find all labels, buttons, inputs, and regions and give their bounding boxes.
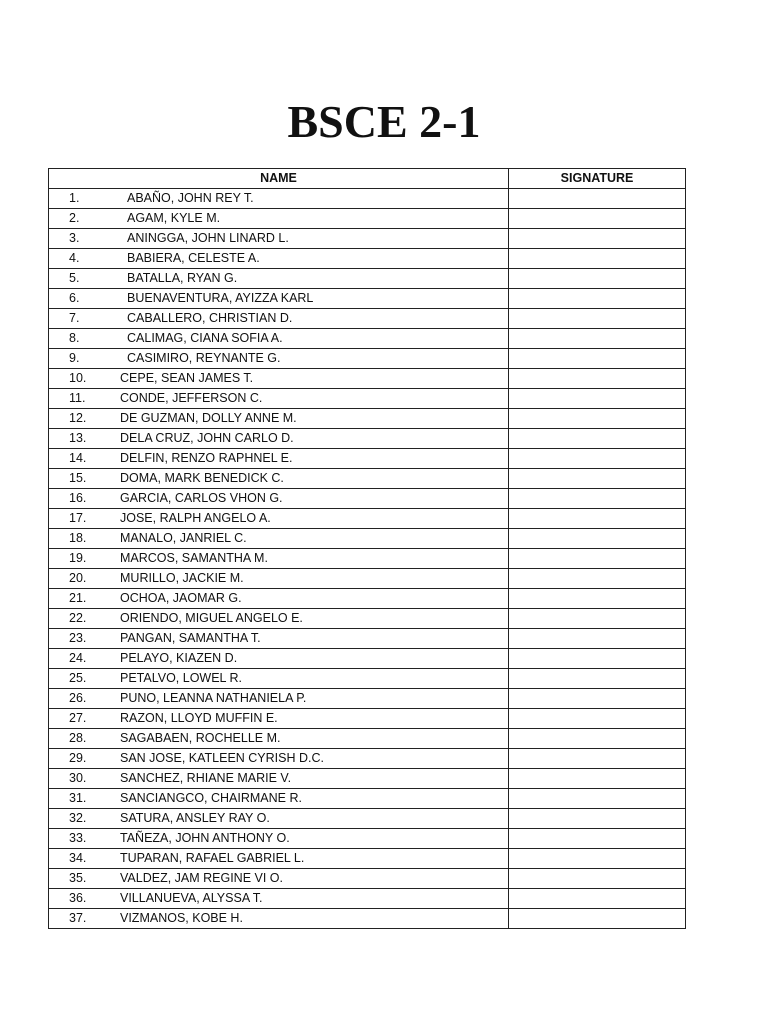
table-row — [49, 689, 686, 709]
signature-cell[interactable] — [509, 689, 686, 709]
name-cell — [49, 689, 509, 709]
student-name: SAN JOSE, KATLEEN CYRISH D.C. — [120, 751, 324, 765]
table-row — [49, 709, 686, 729]
name-cell — [49, 849, 509, 869]
row-number: 6. — [69, 291, 80, 305]
student-name: CEPE, SEAN JAMES T. — [120, 371, 254, 385]
student-name: BUENAVENTURA, AYIZZA KARL — [127, 291, 314, 305]
signature-cell[interactable] — [509, 229, 686, 249]
row-number: 35. — [69, 871, 87, 885]
name-cell — [49, 469, 509, 489]
signature-cell[interactable] — [509, 449, 686, 469]
student-name: DELA CRUZ, JOHN CARLO D. — [120, 431, 294, 445]
name-cell — [49, 369, 509, 389]
name-cell — [49, 809, 509, 829]
signature-cell[interactable] — [509, 369, 686, 389]
signature-cell[interactable] — [509, 629, 686, 649]
signature-cell[interactable] — [509, 709, 686, 729]
signature-cell[interactable] — [509, 569, 686, 589]
name-cell — [49, 769, 509, 789]
row-number: 3. — [69, 231, 80, 245]
name-cell — [49, 509, 509, 529]
name-cell — [49, 589, 509, 609]
name-cell — [49, 249, 509, 269]
student-name: MARCOS, SAMANTHA M. — [120, 551, 268, 565]
table-row — [49, 669, 686, 689]
signature-cell[interactable] — [509, 549, 686, 569]
table-row — [49, 589, 686, 609]
table-row — [49, 489, 686, 509]
signature-cell[interactable] — [509, 609, 686, 629]
name-cell — [49, 209, 509, 229]
table-row — [49, 569, 686, 589]
row-number: 28. — [69, 731, 87, 745]
table-row — [49, 849, 686, 869]
table-row — [49, 729, 686, 749]
row-number: 36. — [69, 891, 87, 905]
row-number: 4. — [69, 251, 80, 265]
signature-cell[interactable] — [509, 529, 686, 549]
table-row — [49, 749, 686, 769]
row-number: 9. — [69, 351, 80, 365]
name-cell — [49, 409, 509, 429]
name-cell — [49, 269, 509, 289]
table-row — [49, 249, 686, 269]
name-cell — [49, 429, 509, 449]
name-cell — [49, 869, 509, 889]
student-name: SAGABAEN, ROCHELLE M. — [120, 731, 281, 745]
row-number: 23. — [69, 631, 87, 645]
student-name: CASIMIRO, REYNANTE G. — [127, 351, 281, 365]
table-row — [49, 189, 686, 209]
signature-cell[interactable] — [509, 869, 686, 889]
signature-cell[interactable] — [509, 509, 686, 529]
table-row — [49, 309, 686, 329]
row-number: 15. — [69, 471, 87, 485]
row-number: 14. — [69, 451, 87, 465]
student-name: SANCHEZ, RHIANE MARIE V. — [120, 771, 292, 785]
student-name: RAZON, LLOYD MUFFIN E. — [120, 711, 278, 725]
table-row — [49, 349, 686, 369]
signature-cell[interactable] — [509, 409, 686, 429]
name-cell — [49, 709, 509, 729]
signature-cell[interactable] — [509, 209, 686, 229]
table-row — [49, 209, 686, 229]
name-cell — [49, 649, 509, 669]
signature-cell[interactable] — [509, 389, 686, 409]
row-number: 7. — [69, 311, 80, 325]
name-cell — [49, 529, 509, 549]
row-number: 25. — [69, 671, 87, 685]
student-name: CALIMAG, CIANA SOFIA A. — [127, 331, 283, 345]
row-number: 17. — [69, 511, 87, 525]
student-name: VALDEZ, JAM REGINE VI O. — [120, 871, 283, 885]
table-row — [49, 549, 686, 569]
signature-cell[interactable] — [509, 729, 686, 749]
row-number: 21. — [69, 591, 87, 605]
row-number: 29. — [69, 751, 87, 765]
row-number: 16. — [69, 491, 87, 505]
student-name: CABALLERO, CHRISTIAN D. — [127, 311, 293, 325]
signature-cell[interactable] — [509, 649, 686, 669]
student-name: AGAM, KYLE M. — [127, 211, 221, 225]
table-row — [49, 869, 686, 889]
signature-cell[interactable] — [509, 289, 686, 309]
student-name: DOMA, MARK BENEDICK C. — [120, 471, 284, 485]
row-number: 5. — [69, 271, 80, 285]
table-row — [49, 909, 686, 929]
signature-cell[interactable] — [509, 329, 686, 349]
signature-column-header: SIGNATURE — [509, 169, 686, 189]
name-cell — [49, 629, 509, 649]
table-row — [49, 829, 686, 849]
table-row — [49, 769, 686, 789]
table-row — [49, 389, 686, 409]
signature-cell[interactable] — [509, 469, 686, 489]
row-number: 2. — [69, 211, 80, 225]
row-number: 33. — [69, 831, 87, 845]
student-name: DELFIN, RENZO RAPHNEL E. — [120, 451, 293, 465]
name-cell — [49, 489, 509, 509]
signature-cell[interactable] — [509, 589, 686, 609]
signature-cell[interactable] — [509, 349, 686, 369]
row-number: 12. — [69, 411, 87, 425]
student-name: PANGAN, SAMANTHA T. — [120, 631, 261, 645]
student-name: VILLANUEVA, ALYSSA T. — [120, 891, 263, 905]
name-cell — [49, 389, 509, 409]
student-name: CONDE, JEFFERSON C. — [120, 391, 263, 405]
row-number: 19. — [69, 551, 87, 565]
signature-cell[interactable] — [509, 189, 686, 209]
signature-cell[interactable] — [509, 749, 686, 769]
name-cell — [49, 609, 509, 629]
student-name: MANALO, JANRIEL C. — [120, 531, 247, 545]
signature-cell[interactable] — [509, 789, 686, 809]
student-name: MURILLO, JACKIE M. — [120, 571, 244, 585]
table-row — [49, 889, 686, 909]
student-name: TUPARAN, RAFAEL GABRIEL L. — [120, 851, 305, 865]
page-title: BSCE 2-1 — [287, 96, 481, 147]
signature-cell[interactable] — [509, 889, 686, 909]
student-name: TAÑEZA, JOHN ANTHONY O. — [120, 831, 290, 845]
row-number: 13. — [69, 431, 87, 445]
signature-cell[interactable] — [509, 809, 686, 829]
row-number: 1. — [69, 191, 80, 205]
student-name: BABIERA, CELESTE A. — [127, 251, 260, 265]
table-row — [49, 329, 686, 349]
attendance-table — [48, 168, 686, 929]
student-name: PELAYO, KIAZEN D. — [120, 651, 238, 665]
name-column-header: NAME — [49, 169, 509, 189]
signature-cell[interactable] — [509, 669, 686, 689]
student-name: PETALVO, LOWEL R. — [120, 671, 243, 685]
table-row — [49, 529, 686, 549]
table-row — [49, 509, 686, 529]
name-cell — [49, 829, 509, 849]
row-number: 32. — [69, 811, 87, 825]
table-row — [49, 369, 686, 389]
row-number: 8. — [69, 331, 80, 345]
table-row — [49, 429, 686, 449]
student-name: BATALLA, RYAN G. — [127, 271, 238, 285]
row-number: 18. — [69, 531, 87, 545]
signature-cell[interactable] — [509, 909, 686, 929]
name-cell — [49, 789, 509, 809]
table-row — [49, 789, 686, 809]
table-row — [49, 609, 686, 629]
table-row — [49, 629, 686, 649]
name-cell — [49, 229, 509, 249]
row-number: 22. — [69, 611, 87, 625]
name-cell — [49, 909, 509, 929]
row-number: 34. — [69, 851, 87, 865]
name-cell — [49, 749, 509, 769]
student-name: ORIENDO, MIGUEL ANGELO E. — [120, 611, 303, 625]
student-name: ABAÑO, JOHN REY T. — [127, 191, 254, 205]
table-header-row — [49, 169, 686, 189]
row-number: 37. — [69, 911, 87, 925]
name-cell — [49, 309, 509, 329]
name-cell — [49, 289, 509, 309]
student-name: ANINGGA, JOHN LINARD L. — [127, 231, 289, 245]
row-number: 10. — [69, 371, 87, 385]
name-cell — [49, 569, 509, 589]
name-cell — [49, 549, 509, 569]
signature-cell[interactable] — [509, 269, 686, 289]
row-number: 24. — [69, 651, 87, 665]
signature-cell[interactable] — [509, 429, 686, 449]
signature-cell[interactable] — [509, 309, 686, 329]
table-row — [49, 469, 686, 489]
row-number: 27. — [69, 711, 87, 725]
signature-cell[interactable] — [509, 769, 686, 789]
signature-cell[interactable] — [509, 849, 686, 869]
student-name: SATURA, ANSLEY RAY O. — [120, 811, 270, 825]
name-cell — [49, 889, 509, 909]
row-number: 31. — [69, 791, 87, 805]
table-row — [49, 409, 686, 429]
row-number: 11. — [69, 391, 86, 405]
row-number: 20. — [69, 571, 87, 585]
name-cell — [49, 329, 509, 349]
table-row — [49, 809, 686, 829]
signature-cell[interactable] — [509, 249, 686, 269]
student-name: GARCIA, CARLOS VHON G. — [120, 491, 283, 505]
table-row — [49, 229, 686, 249]
row-number: 30. — [69, 771, 87, 785]
name-cell — [49, 189, 509, 209]
row-number: 26. — [69, 691, 87, 705]
name-cell — [49, 669, 509, 689]
name-cell — [49, 349, 509, 369]
signature-cell[interactable] — [509, 829, 686, 849]
name-cell — [49, 729, 509, 749]
student-name: PUNO, LEANNA NATHANIELA P. — [120, 691, 307, 705]
student-name: SANCIANGCO, CHAIRMANE R. — [120, 791, 302, 805]
table-row — [49, 289, 686, 309]
student-name: DE GUZMAN, DOLLY ANNE M. — [120, 411, 297, 425]
table-row — [49, 649, 686, 669]
student-name: OCHOA, JAOMAR G. — [120, 591, 242, 605]
signature-cell[interactable] — [509, 489, 686, 509]
student-name: VIZMANOS, KOBE H. — [120, 911, 243, 925]
table-row — [49, 449, 686, 469]
student-name: JOSE, RALPH ANGELO A. — [120, 511, 271, 525]
name-cell — [49, 449, 509, 469]
table-body — [49, 189, 686, 929]
table-row — [49, 269, 686, 289]
